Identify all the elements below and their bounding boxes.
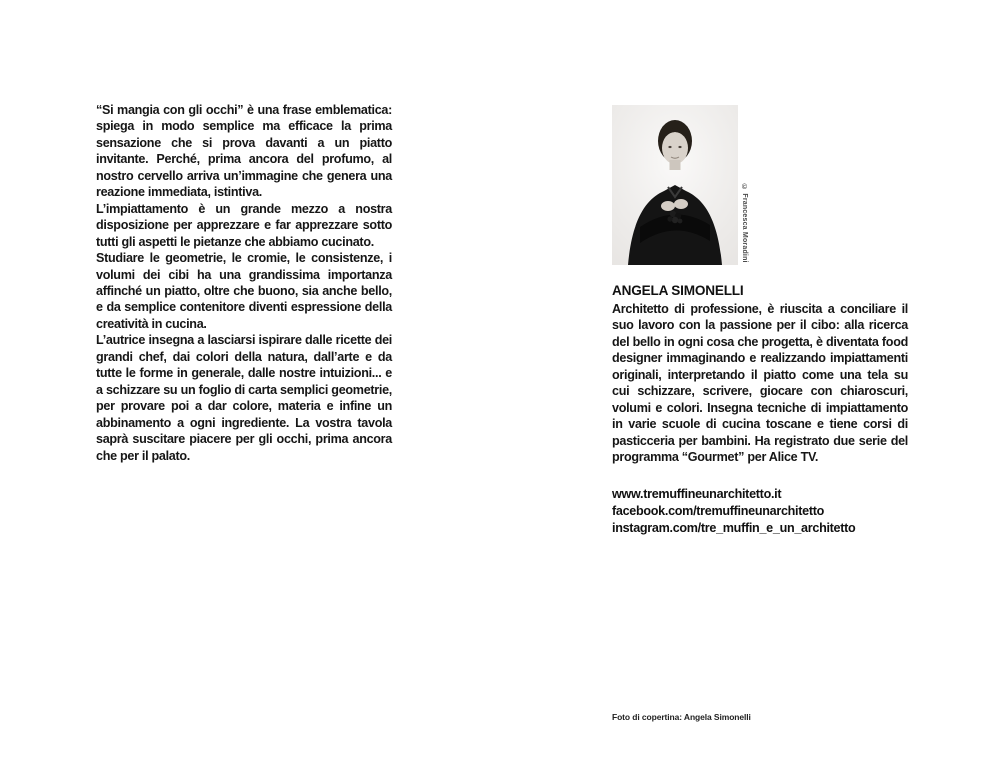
synopsis-paragraph: “Si mangia con gli occhi” è una frase emblematica: spiega in modo semplice ma efficace la prima sensazione che si prova davanti a un piatto invitante. Perché, prima ancora del profumo, al nostro cervello arriva un’immagine che genera una reazione immediata, istintiva. — [96, 103, 392, 200]
photo-credit: © Francesca Moradini — [741, 184, 748, 263]
synopsis-paragraph: L’impiattamento è un grande mezzo a nostra disposizione per apprezzare e far apprezzare sotto tutti gli aspetti le pietanze che abbiamo cucinato. — [96, 201, 392, 249]
facebook-link: facebook.com/tremuffineunarchitetto — [612, 503, 825, 518]
author-photo-block — [612, 105, 748, 265]
website-link: www.tremuffineunarchitetto.it — [612, 486, 782, 501]
author-bio: Architetto di professione, è riuscita a conciliare il suo lavoro con la passione per il cibo: alla ricerca del bello in ogni cosa che progetta, è diventata food designer immaginando e realizzando impiattamenti originali, interpretando il piatto come una tela su cui schizzare, scrivere, giocare con chiaroscuri, volumi e colori. Insegna tecniche di impiattamento in varie scuole di cucina toscane e tiene corsi di pasticceria per bambini. Ha registrato due serie del programma “Gourmet” per Alice TV. — [612, 302, 908, 465]
synopsis-text — [96, 102, 392, 464]
instagram-link: instagram.com/tre_muffin_e_un_architetto — [612, 520, 856, 535]
synopsis-paragraph: L’autrice insegna a lasciarsi ispirare dalle ricette dei grandi chef, dai colori della natura, dall’arte e da tutte le forme in generale, dalle nostre intuizioni... e a schizzare su un foglio di carta semplici geometrie, per provare poi a dar colore, materia e infine un abbinamento a ogni ingrediente. La vostra tavola saprà suscitare piacere per gli occhi, prima ancora che per il palato. — [96, 333, 392, 463]
synopsis-paragraph: Studiare le geometrie, le cromie, le consistenze, i volumi dei cibi ha una grandissima importanza affinché un piatto, oltre che buono, sia anche bello, e da semplice contenitore diventi espressione della creatività in cucina. — [96, 251, 392, 331]
author-name: ANGELA SIMONELLI — [612, 283, 744, 298]
cover-photo-credit: Foto di copertina: Angela Simonelli — [612, 712, 751, 722]
author-photo — [612, 105, 738, 265]
author-section — [612, 105, 908, 537]
author-links — [612, 486, 908, 538]
